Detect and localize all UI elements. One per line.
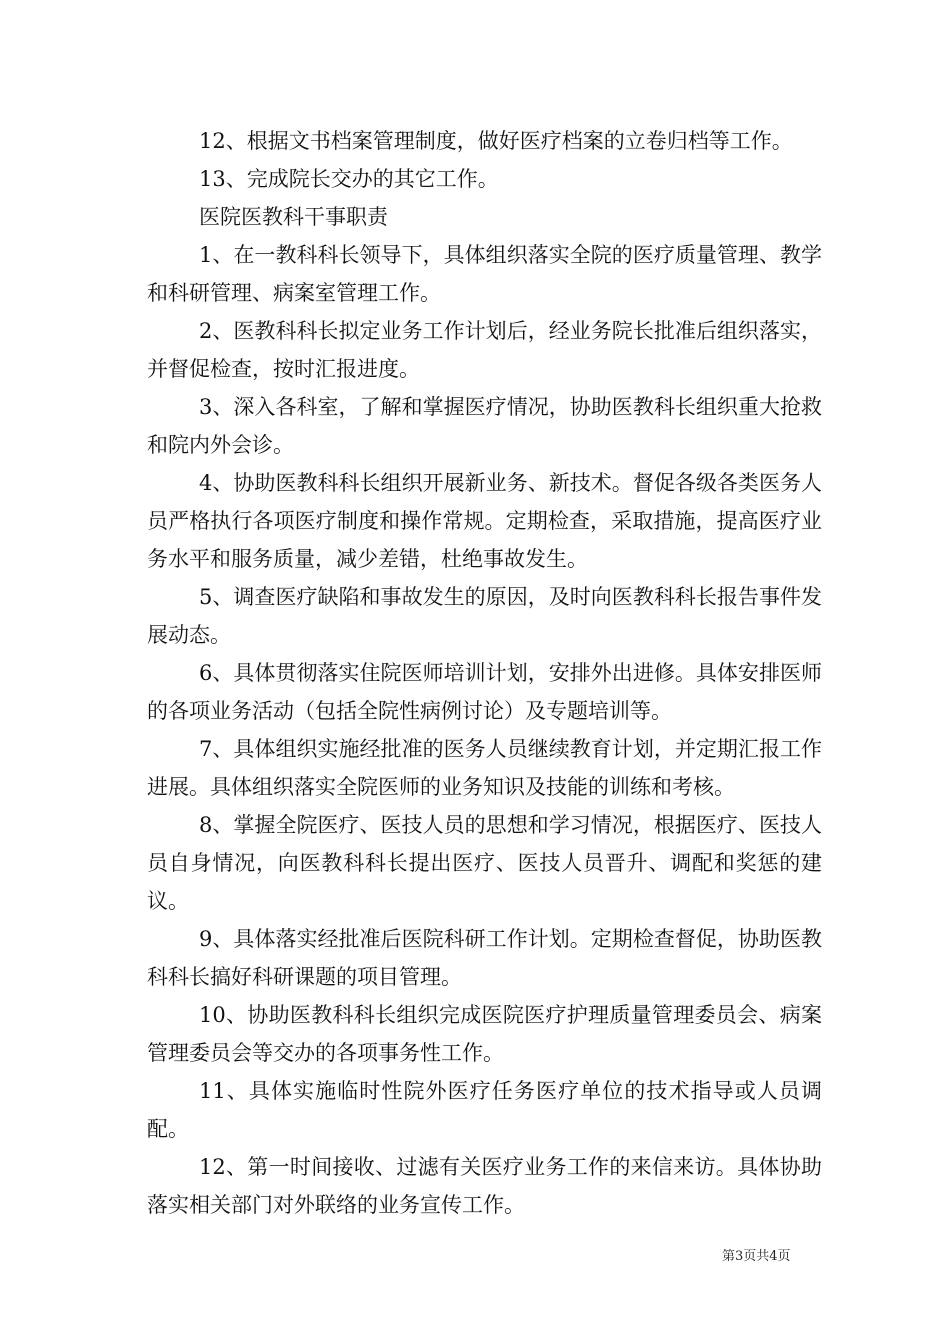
paragraph-item-4: 4、协助医教科科长组织开展新业务、新技术。督促各级各类医务人员严格执行各项医疗制度和操作常规。定期检查，采取措施，提高医疗业务水平和服务质量，减少差错，杜绝事故发生。 bbox=[147, 471, 822, 571]
paragraph-item-9: 9、具体落实经批准后医院科研工作计划。定期检查督促，协助医教科科长搞好科研课题的项目管理。 bbox=[147, 927, 822, 989]
paragraph-top-12: 12、根据文书档案管理制度，做好医疗档案的立卷归档等工作。 bbox=[199, 129, 793, 153]
paragraph-item-2: 2、医教科科长拟定业务工作计划后，经业务院长批准后组织落实，并督促检查，按时汇报进度。 bbox=[147, 319, 822, 381]
page-number-footer: 第3页共4页 bbox=[722, 1249, 791, 1264]
section-title: 医院医教科干事职责 bbox=[199, 205, 388, 229]
document-body bbox=[147, 122, 822, 1224]
paragraph-item-11: 11、具体实施临时性院外医疗任务医疗单位的技术指导或人员调配。 bbox=[147, 1079, 822, 1141]
paragraph-top-13: 13、完成院长交办的其它工作。 bbox=[199, 167, 499, 191]
paragraph-item-1: 1、在一教科科长领导下，具体组织落实全院的医疗质量管理、教学和科研管理、病案室管理工作。 bbox=[147, 243, 822, 305]
paragraph-item-5: 5、调查医疗缺陷和事故发生的原因，及时向医教科科长报告事件发展动态。 bbox=[147, 585, 822, 647]
paragraph-item-12: 12、第一时间接收、过滤有关医疗业务工作的来信来访。具体协助落实相关部门对外联络的业务宣传工作。 bbox=[147, 1155, 822, 1217]
paragraph-item-10: 10、协助医教科科长组织完成医院医疗护理质量管理委员会、病案管理委员会等交办的各项事务性工作。 bbox=[147, 1003, 822, 1065]
paragraph-item-8: 8、掌握全院医疗、医技人员的思想和学习情况，根据医疗、医技人员自身情况，向医教科科长提出医疗、医技人员晋升、调配和奖惩的建议。 bbox=[147, 813, 822, 913]
paragraph-item-7: 7、具体组织实施经批准的医务人员继续教育计划，并定期汇报工作进展。具体组织落实全院医师的业务知识及技能的训练和考核。 bbox=[147, 737, 822, 799]
paragraph-item-6: 6、具体贯彻落实住院医师培训计划，安排外出进修。具体安排医师的各项业务活动（包括全院性病例讨论）及专题培训等。 bbox=[147, 661, 822, 723]
paragraph-item-3: 3、深入各科室，了解和掌握医疗情况，协助医教科长组织重大抢救和院内外会诊。 bbox=[147, 395, 822, 457]
